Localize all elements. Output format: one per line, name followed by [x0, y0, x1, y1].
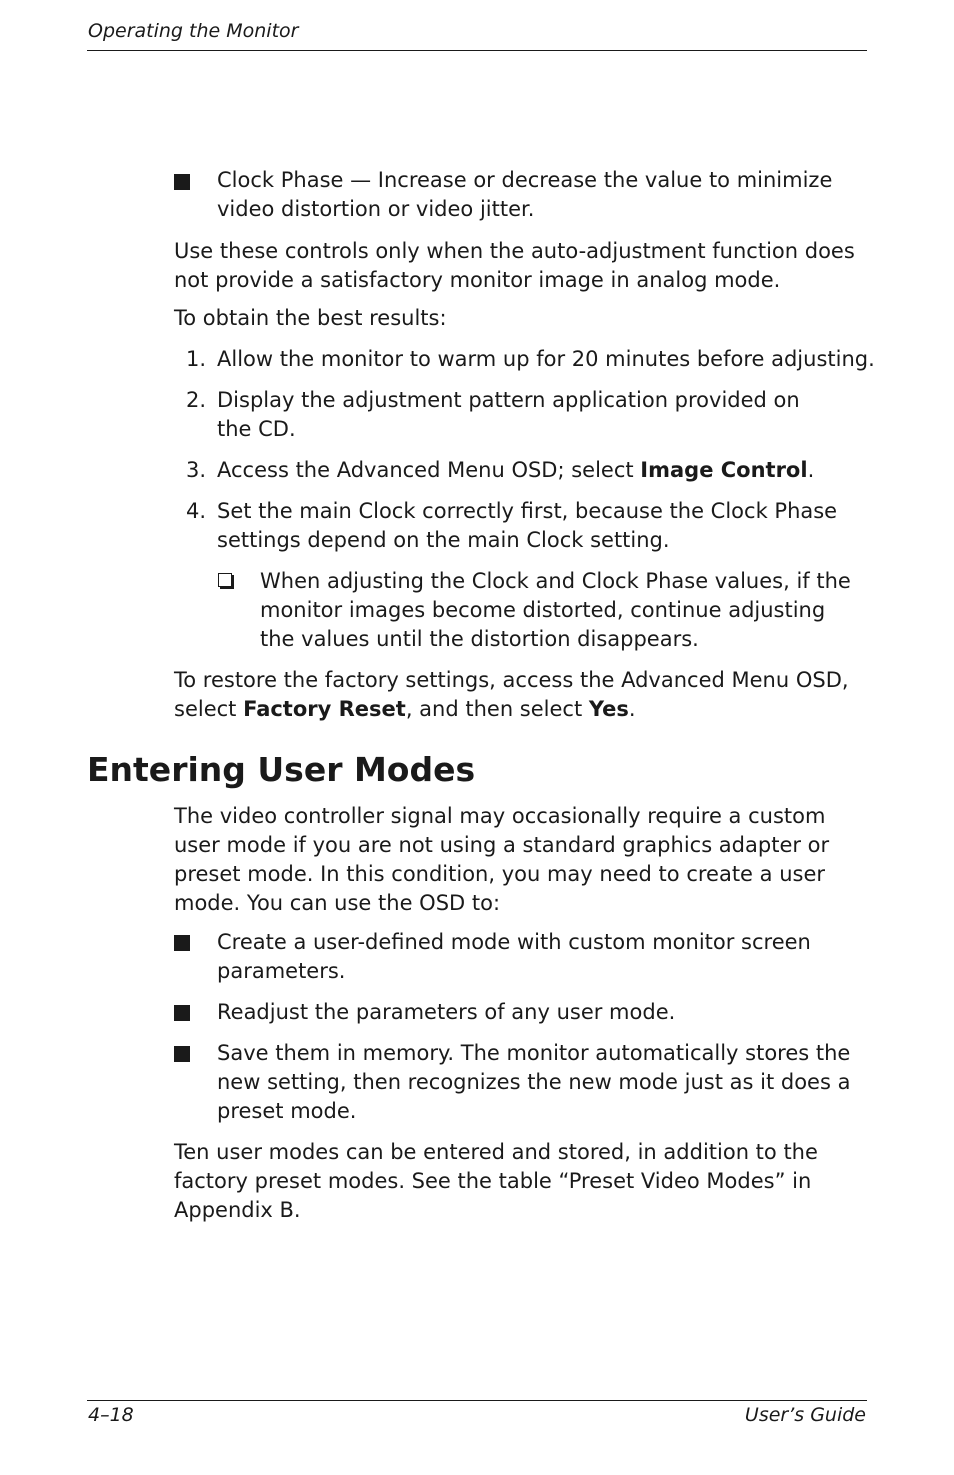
yes-label: Yes: [588, 697, 629, 721]
checkbox-bullet-icon: [218, 573, 232, 587]
bullet-square-icon: [174, 1005, 190, 1021]
paragraph-restore: To restore the factory settings, access the Advanced Menu OSD, select Factory Reset, and then select Yes.: [174, 668, 849, 721]
list-item: Save them in memory. The monitor automatically stores the new setting, then recognizes the new mode just as it does a preset mode.: [217, 1041, 851, 1123]
image-control-label: Image Control: [640, 458, 808, 482]
list-item: Create a user-defined mode with custom monitor screen parameters.: [217, 930, 811, 983]
section-intro: The video controller signal may occasionally require a custom user mode if you are not using a standard graphics adapter or preset mode. In this condition, you may need to create a user mode. You can use the OSD to:: [174, 804, 830, 915]
step-number: 4.: [186, 499, 207, 523]
guide-title: User’s Guide: [744, 1404, 866, 1426]
step-text: Allow the monitor to warm up for 20 minutes before adjusting.: [217, 347, 875, 371]
bullet-square-icon: [174, 174, 190, 190]
step-number: 1.: [186, 347, 207, 371]
paragraph-controls: Use these controls only when the auto-adjustment function does not provide a satisfactory monitor image in analog mode.: [174, 239, 855, 292]
running-header: Operating the Monitor: [88, 20, 299, 42]
sub-note: When adjusting the Clock and Clock Phase values, if the monitor images become distorted, continue adjusting the values until the distortion disappears.: [260, 569, 851, 651]
section-heading: Entering User Modes: [87, 750, 476, 789]
step-text: Display the adjustment pattern application provided on the CD.: [217, 388, 800, 441]
step-number: 2.: [186, 388, 207, 412]
bullet-square-icon: [174, 935, 190, 951]
step-text: Access the Advanced Menu OSD; select Image Control.: [217, 458, 815, 482]
list-item: Readjust the parameters of any user mode.: [217, 1000, 676, 1024]
paragraph-obtain: To obtain the best results:: [174, 306, 447, 330]
page-number: 4–18: [88, 1404, 134, 1426]
step-number: 3.: [186, 458, 207, 482]
step-text: Set the main Clock correctly first, because the Clock Phase settings depend on the main Clock setting.: [217, 499, 838, 552]
factory-reset-label: Factory Reset: [243, 697, 406, 721]
footer-rule: [87, 1400, 867, 1401]
clock-phase-item: Clock Phase — Increase or decrease the value to minimize video distortion or video jitter.: [217, 168, 833, 221]
bullet-square-icon: [174, 1046, 190, 1062]
paragraph-closing: Ten user modes can be entered and stored, in addition to the factory preset modes. See the table “Preset Video Modes” in Appendix B.: [174, 1140, 818, 1222]
header-rule: [87, 50, 867, 51]
